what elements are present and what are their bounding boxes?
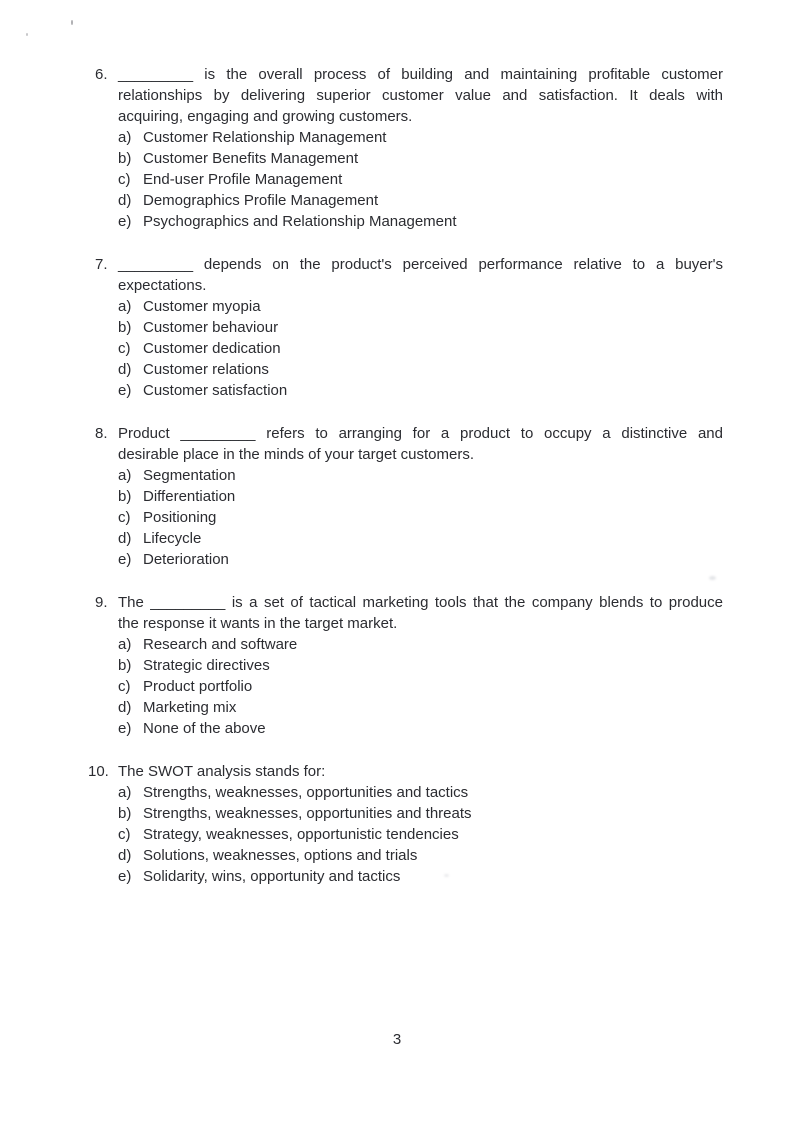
option-text: Solutions, weaknesses, options and trials bbox=[143, 847, 418, 864]
question-10 bbox=[88, 761, 723, 887]
options-list bbox=[118, 634, 723, 739]
option-letter: b) bbox=[118, 805, 132, 822]
option-text: Product portfolio bbox=[143, 678, 253, 695]
option-text: Customer relations bbox=[143, 361, 269, 378]
question-stem-line: the response it wants in the target market. bbox=[118, 615, 398, 632]
option-letter: a) bbox=[118, 298, 132, 315]
option-e bbox=[118, 380, 723, 401]
option-letter: b) bbox=[118, 657, 132, 674]
option-letter: c) bbox=[118, 340, 131, 357]
question-number: 10. bbox=[88, 763, 109, 780]
option-c bbox=[118, 676, 723, 697]
option-letter: a) bbox=[118, 129, 132, 146]
option-d bbox=[118, 359, 723, 380]
question-number: 9. bbox=[95, 594, 108, 611]
question-6 bbox=[95, 64, 723, 232]
options-list bbox=[118, 127, 723, 232]
option-a bbox=[118, 127, 723, 148]
option-text: Psychographics and Relationship Management bbox=[143, 213, 457, 230]
question-stem bbox=[118, 64, 723, 127]
option-text: Differentiation bbox=[143, 488, 236, 505]
option-letter: e) bbox=[118, 551, 132, 568]
option-text: Customer behaviour bbox=[143, 319, 279, 336]
question-8 bbox=[95, 423, 723, 570]
option-e bbox=[118, 866, 723, 887]
option-letter: b) bbox=[118, 150, 132, 167]
question-stem-line: Product _________ refers to arranging for a product to occupy a distinctive and bbox=[118, 425, 723, 442]
option-text: Customer satisfaction bbox=[143, 382, 288, 399]
option-letter: d) bbox=[118, 361, 132, 378]
quiz-content bbox=[88, 64, 723, 909]
option-letter: b) bbox=[118, 488, 132, 505]
option-text: Marketing mix bbox=[143, 699, 237, 716]
option-letter: e) bbox=[118, 868, 132, 885]
question-stem-line: _________ is the overall process of building and maintaining profitable customer bbox=[118, 66, 723, 83]
question-stem-line: _________ depends on the product's perceived performance relative to a buyer's bbox=[118, 256, 723, 273]
option-e bbox=[118, 718, 723, 739]
option-letter: c) bbox=[118, 171, 131, 188]
option-letter: e) bbox=[118, 213, 132, 230]
question-stem-line: desirable place in the minds of your target customers. bbox=[118, 446, 475, 463]
options-list bbox=[118, 465, 723, 570]
option-d bbox=[118, 190, 723, 211]
option-text: Customer dedication bbox=[143, 340, 281, 357]
scan-speck bbox=[26, 33, 28, 36]
option-letter: e) bbox=[118, 720, 132, 737]
option-letter: d) bbox=[118, 847, 132, 864]
option-text: Lifecycle bbox=[143, 530, 202, 547]
option-letter: d) bbox=[118, 699, 132, 716]
option-c bbox=[118, 338, 723, 359]
option-text: Customer Benefits Management bbox=[143, 150, 359, 167]
option-letter: b) bbox=[118, 319, 132, 336]
option-text: None of the above bbox=[143, 720, 266, 737]
option-b bbox=[118, 655, 723, 676]
option-b bbox=[118, 803, 723, 824]
option-text: Strengths, weaknesses, opportunities and threats bbox=[143, 805, 472, 822]
question-stem-line: relationships by delivering superior customer value and satisfaction. It deals with bbox=[118, 87, 723, 104]
option-d bbox=[118, 845, 723, 866]
option-letter: d) bbox=[118, 530, 132, 547]
question-number: 6. bbox=[95, 66, 108, 83]
question-stem-line: The SWOT analysis stands for: bbox=[118, 763, 326, 780]
option-letter: a) bbox=[118, 636, 132, 653]
question-7 bbox=[95, 254, 723, 401]
option-text: Customer myopia bbox=[143, 298, 261, 315]
option-letter: d) bbox=[118, 192, 132, 209]
option-c bbox=[118, 169, 723, 190]
option-text: Research and software bbox=[143, 636, 298, 653]
question-stem bbox=[118, 592, 723, 634]
option-e bbox=[118, 211, 723, 232]
option-letter: c) bbox=[118, 678, 131, 695]
option-text: Positioning bbox=[143, 509, 217, 526]
option-b bbox=[118, 317, 723, 338]
option-b bbox=[118, 486, 723, 507]
option-text: End-user Profile Management bbox=[143, 171, 343, 188]
option-a bbox=[118, 782, 723, 803]
page-number: 3 bbox=[392, 1031, 402, 1048]
question-stem bbox=[118, 423, 723, 465]
option-a bbox=[118, 465, 723, 486]
option-letter: a) bbox=[118, 467, 132, 484]
option-b bbox=[118, 148, 723, 169]
option-letter: e) bbox=[118, 382, 132, 399]
question-stem bbox=[118, 254, 723, 296]
question-stem bbox=[118, 761, 723, 782]
options-list bbox=[118, 296, 723, 401]
option-d bbox=[118, 697, 723, 718]
option-text: Strengths, weaknesses, opportunities and tactics bbox=[143, 784, 469, 801]
option-a bbox=[118, 634, 723, 655]
option-a bbox=[118, 296, 723, 317]
option-text: Segmentation bbox=[143, 467, 236, 484]
option-c bbox=[118, 824, 723, 845]
question-stem-line: expectations. bbox=[118, 277, 207, 294]
scan-speck bbox=[71, 20, 73, 25]
option-text: Demographics Profile Management bbox=[143, 192, 379, 209]
option-letter: a) bbox=[118, 784, 132, 801]
question-stem-line: The _________ is a set of tactical marketing tools that the company blends to produce bbox=[118, 594, 723, 611]
option-text: Strategy, weaknesses, opportunistic tendencies bbox=[143, 826, 459, 843]
question-stem-line: acquiring, engaging and growing customers. bbox=[118, 108, 413, 125]
question-number: 7. bbox=[95, 256, 108, 273]
options-list bbox=[118, 782, 723, 887]
option-text: Strategic directives bbox=[143, 657, 270, 674]
question-number: 8. bbox=[95, 425, 108, 442]
option-letter: c) bbox=[118, 826, 131, 843]
question-9 bbox=[95, 592, 723, 739]
option-text: Solidarity, wins, opportunity and tactics bbox=[143, 868, 401, 885]
option-e bbox=[118, 549, 723, 570]
option-c bbox=[118, 507, 723, 528]
option-text: Customer Relationship Management bbox=[143, 129, 387, 146]
option-text: Deterioration bbox=[143, 551, 229, 568]
option-d bbox=[118, 528, 723, 549]
option-letter: c) bbox=[118, 509, 131, 526]
